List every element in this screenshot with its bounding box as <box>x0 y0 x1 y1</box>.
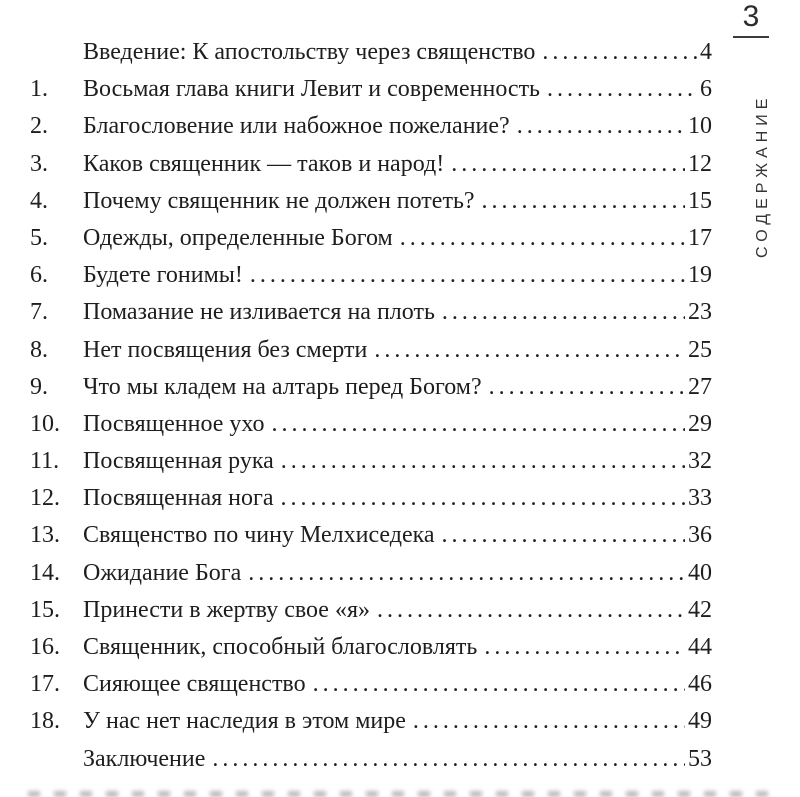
toc-entry <box>30 666 712 703</box>
entry-page: 40 <box>688 559 712 586</box>
entry-title: Введение: К апостольству через священство <box>83 39 536 65</box>
toc-entry <box>30 108 712 145</box>
entry-number: 6. <box>30 262 48 289</box>
toc-entry <box>30 592 712 629</box>
toc-entry <box>30 517 712 554</box>
entry-title: Нет посвящения без смерти <box>83 336 368 363</box>
entry-title: Помазание не изливается на плоть <box>83 299 435 326</box>
entry-page: 27 <box>688 373 712 400</box>
toc-entry <box>30 220 712 257</box>
contents-sidebar-label: СОДЕРЖАНИЕ <box>754 93 771 258</box>
dot-leader <box>265 406 686 443</box>
toc-entry <box>30 34 712 71</box>
entry-page: 25 <box>688 336 712 363</box>
entry-page: 17 <box>688 224 712 251</box>
entry-number: 14. <box>30 559 60 586</box>
toc-entry <box>30 629 712 666</box>
toc-entry <box>30 146 712 183</box>
toc-entry <box>30 703 712 740</box>
dot-leader <box>393 220 685 257</box>
toc-entry <box>30 741 712 778</box>
toc-entry <box>30 183 712 220</box>
entry-number: 17. <box>30 671 60 698</box>
entry-page: 23 <box>688 299 712 326</box>
page-number-folio: 3 <box>742 0 760 33</box>
dot-leader <box>435 517 685 554</box>
entry-page: 49 <box>688 708 712 735</box>
entry-title: Почему священник не должен потеть? <box>83 187 475 214</box>
entry-number: 8. <box>30 336 48 363</box>
entry-number: 13. <box>30 522 60 549</box>
dot-leader <box>477 629 685 666</box>
dot-leader <box>241 555 685 592</box>
entry-number: 2. <box>30 113 48 140</box>
entry-title: Посвященная рука <box>83 448 274 475</box>
entry-title: Посвященная нога <box>83 485 274 512</box>
entry-page: 32 <box>688 448 712 475</box>
dot-leader <box>406 703 685 740</box>
dot-leader <box>274 480 686 517</box>
dot-leader <box>535 34 697 71</box>
entry-title: Священство по чину Мелхиседека <box>83 522 435 549</box>
entry-page: 46 <box>688 671 712 698</box>
entry-page: 53 <box>688 745 712 772</box>
dot-leader <box>243 257 685 294</box>
toc-entry <box>30 480 712 517</box>
page-edge-artifact <box>28 791 778 797</box>
toc-entry <box>30 443 712 480</box>
entry-page: 19 <box>688 262 712 289</box>
dot-leader <box>205 741 685 778</box>
entry-number: 1. <box>30 76 48 103</box>
entry-page: 6 <box>700 76 712 103</box>
entry-number: 4. <box>30 187 48 214</box>
entry-page: 10 <box>688 113 712 140</box>
dot-leader <box>482 369 685 406</box>
entry-title: Восьмая глава книги Левит и современность <box>83 76 540 103</box>
entry-number: 10. <box>30 410 60 437</box>
dot-leader <box>306 666 685 703</box>
dot-leader <box>435 294 685 331</box>
entry-page: 44 <box>688 634 712 660</box>
entry-page: 33 <box>688 485 712 512</box>
dot-leader <box>540 71 697 108</box>
entry-page: 29 <box>688 410 712 437</box>
entry-title: Принести в жертву свое «я» <box>83 596 370 623</box>
entry-title: Одежды, определенные Богом <box>83 224 393 251</box>
toc-entry <box>30 257 712 294</box>
entry-title: Каков священник — таков и народ! <box>83 150 445 177</box>
dot-leader <box>510 108 685 145</box>
entry-title: Благословение или набожное пожелание? <box>83 113 510 140</box>
entry-page: 12 <box>688 150 712 177</box>
entry-title: Ожидание Бога <box>83 559 242 586</box>
entry-number: 7. <box>30 299 48 326</box>
entry-title: Заключение <box>83 745 206 772</box>
entry-title: Что мы кладем на алтарь перед Богом? <box>83 373 482 400</box>
entry-title: Посвященное ухо <box>83 410 265 437</box>
toc-entry <box>30 406 712 443</box>
entry-number: 12. <box>30 485 60 512</box>
toc-list <box>30 0 712 778</box>
dot-leader <box>367 332 685 369</box>
dot-leader <box>370 592 685 629</box>
entry-title: У нас нет наследия в этом мире <box>83 708 406 735</box>
entry-title: Священник, способный благословлять <box>83 634 478 660</box>
toc-entry <box>30 294 712 331</box>
dot-leader <box>444 146 685 183</box>
entry-page: 15 <box>688 187 712 214</box>
dot-leader <box>274 443 685 480</box>
toc-entry <box>30 555 712 592</box>
entry-number: 16. <box>30 634 60 660</box>
entry-number: 11. <box>30 448 60 475</box>
folio-rule <box>733 36 769 38</box>
toc-entry <box>30 332 712 369</box>
entry-page: 36 <box>688 522 712 549</box>
entry-number: 3. <box>30 150 48 177</box>
entry-title: Сияющее священство <box>83 671 306 698</box>
entry-title: Будете гонимы! <box>83 262 243 289</box>
entry-number: 15. <box>30 596 60 623</box>
toc-entry <box>30 369 712 406</box>
entry-number: 5. <box>30 224 48 251</box>
entry-number: 18. <box>30 708 60 735</box>
entry-number: 9. <box>30 373 48 400</box>
entry-page: 4 <box>700 39 712 65</box>
dot-leader <box>475 183 685 220</box>
toc-entry <box>30 71 712 108</box>
entry-page: 42 <box>688 596 712 623</box>
